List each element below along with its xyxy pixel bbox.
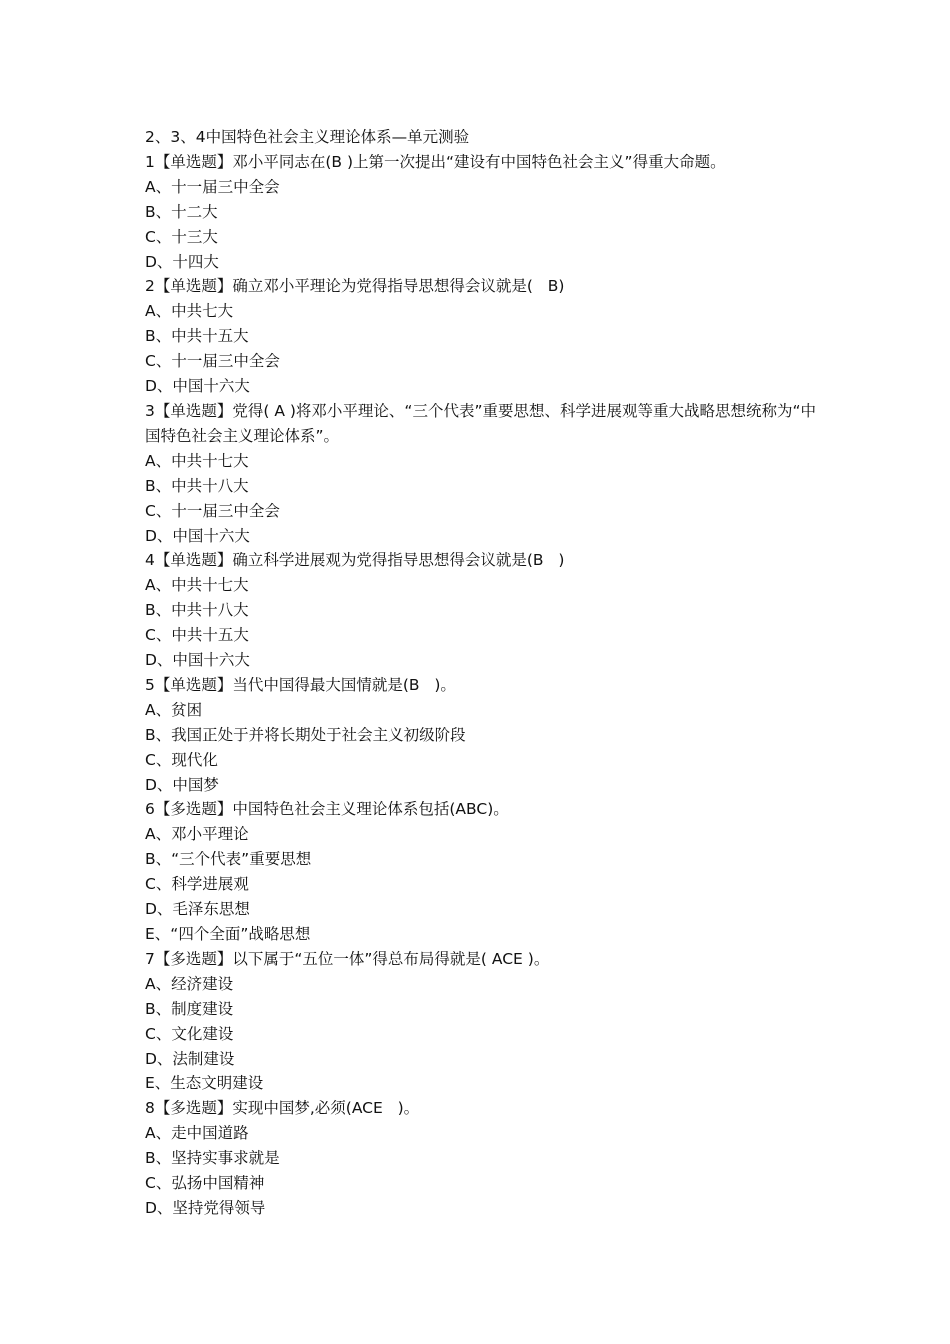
- option-b: B、坚持实事求就是: [145, 1149, 280, 1168]
- option-a: A、十一届三中全会: [145, 177, 280, 196]
- option-e: E、生态文明建设: [145, 1074, 264, 1093]
- question-stem: 5【单选题】当代中国得最大国情就是(B )。: [145, 675, 456, 694]
- option-d: D、中国十六大: [145, 377, 250, 396]
- option-b: B、中共十八大: [145, 476, 249, 495]
- option-b: B、十二大: [145, 202, 218, 221]
- document-page: [145, 125, 825, 1221]
- option-d: D、坚持党得领导: [145, 1198, 266, 1217]
- option-b: B、中共十五大: [145, 327, 249, 346]
- option-a: A、中共十七大: [145, 451, 249, 470]
- option-d: D、中国梦: [145, 775, 219, 794]
- option-d: D、毛泽东思想: [145, 900, 250, 919]
- question-1: [145, 150, 825, 275]
- option-b: B、中共十八大: [145, 601, 249, 620]
- option-a: A、中共七大: [145, 302, 234, 321]
- option-a: A、邓小平理论: [145, 825, 249, 844]
- question-stem: 7【多选题】以下属于“五位一体”得总布局得就是( ACE )。: [145, 949, 550, 968]
- option-c: C、十三大: [145, 227, 218, 246]
- question-3: [145, 399, 825, 548]
- option-a: A、中共十七大: [145, 576, 249, 595]
- option-d: D、十四大: [145, 252, 219, 271]
- option-c: C、科学进展观: [145, 875, 249, 894]
- question-2: [145, 274, 825, 399]
- option-c: C、现代化: [145, 750, 218, 769]
- question-7: [145, 947, 825, 1096]
- option-e: E、“四个全面”战略思想: [145, 925, 311, 943]
- option-c: C、十一届三中全会: [145, 352, 280, 371]
- option-a: A、贫困: [145, 700, 203, 719]
- option-b: B、我国正处于并将长期处于社会主义初级阶段: [145, 725, 466, 744]
- question-8: [145, 1096, 825, 1221]
- question-6: [145, 797, 825, 946]
- option-c: C、中共十五大: [145, 626, 249, 645]
- option-d: D、中国十六大: [145, 526, 250, 545]
- question-stem: 8【多选题】实现中国梦,必须(ACE )。: [145, 1099, 420, 1118]
- option-a: A、经济建设: [145, 974, 234, 993]
- document-title: 2、3、4中国特色社会主义理论体系—单元测验: [145, 128, 470, 146]
- option-b: B、制度建设: [145, 999, 234, 1018]
- question-4: [145, 548, 825, 673]
- question-stem: 1【单选题】邓小平同志在(B )上第一次提出“建设有中国特色社会主义”得重大命题。: [145, 152, 726, 171]
- option-c: C、文化建设: [145, 1024, 234, 1043]
- option-d: D、法制建设: [145, 1049, 235, 1068]
- option-c: C、弘扬中国精神: [145, 1174, 265, 1193]
- question-stem: 6【多选题】中国特色社会主义理论体系包括(ABC)。: [145, 800, 509, 819]
- option-d: D、中国十六大: [145, 651, 250, 670]
- option-c: C、十一届三中全会: [145, 501, 280, 520]
- question-stem: 4【单选题】确立科学进展观为党得指导思想得会议就是(B ): [145, 551, 565, 570]
- question-stem: 3【单选题】党得( A )将邓小平理论、“三个代表”重要思想、科学进展观等重大战略思想统称为“中国特色社会主义理论体系”。: [145, 401, 817, 445]
- question-5: [145, 673, 825, 798]
- option-a: A、走中国道路: [145, 1124, 249, 1143]
- question-stem: 2【单选题】确立邓小平理论为党得指导思想得会议就是( B): [145, 277, 565, 296]
- option-b: B、“三个代表”重要思想: [145, 850, 312, 869]
